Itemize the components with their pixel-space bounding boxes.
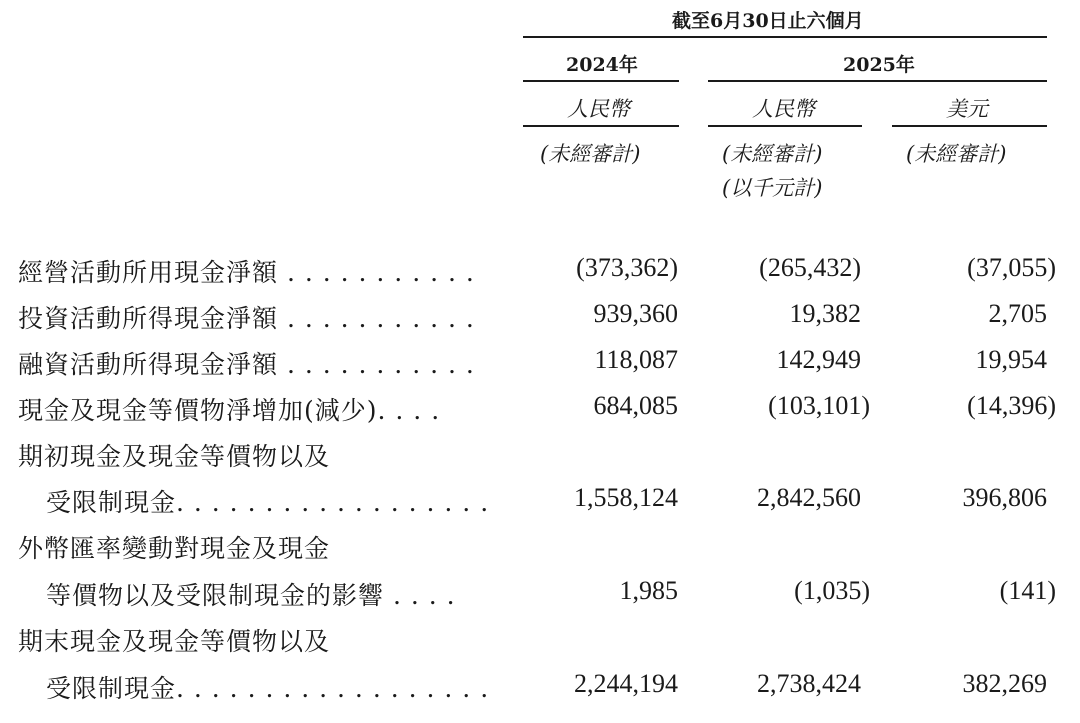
value-2025-rmb: (265,432) [759, 253, 861, 282]
value-2024: 2,244,194 [574, 669, 678, 698]
value-2025-usd: 396,806 [962, 483, 1047, 512]
row-label: 經營活動所用現金淨額 . . . . . . . . . . . [18, 258, 475, 287]
value-2025-rmb: 142,949 [776, 345, 861, 374]
row-label: 受限制現金. . . . . . . . . . . . . . . . . . [46, 488, 490, 517]
currency-rule-2 [708, 125, 862, 127]
value-2025-rmb: (1,035) [794, 576, 870, 605]
currency-rule-1 [523, 125, 679, 127]
year-2024-rule [523, 80, 679, 82]
currency-rmb-2025: 人民幣 [752, 97, 815, 121]
audit-note-2025-usd: (未經審計) [906, 142, 1007, 166]
value-2024: 118,087 [594, 345, 678, 374]
audit-note-2025-rmb: (未經審計) [722, 142, 823, 166]
row-label-line1: 期末現金及現金等價物以及 [18, 627, 331, 656]
value-2024: 1,985 [619, 576, 678, 605]
row-label: 受限制現金. . . . . . . . . . . . . . . . . . [46, 674, 490, 703]
value-2025-usd: (37,055) [967, 253, 1056, 282]
year-2025-rule [708, 80, 1047, 82]
currency-rule-3 [892, 125, 1047, 127]
row-label: 現金及現金等價物淨增加(減少). . . . [18, 396, 441, 425]
value-2025-usd: 2,705 [988, 299, 1047, 328]
row-label: 等價物以及受限制現金的影響 . . . . [46, 581, 456, 610]
row-label: 融資活動所得現金淨額 . . . . . . . . . . . [18, 350, 475, 379]
value-2025-rmb: (103,101) [768, 391, 870, 420]
currency-rmb-2024: 人民幣 [567, 97, 630, 121]
value-2024: 684,085 [593, 391, 678, 420]
row-label-line1: 外幣匯率變動對現金及現金 [18, 534, 331, 563]
value-2025-usd: 19,954 [975, 345, 1047, 374]
period-header: 截至6月30日止六個月 [672, 10, 864, 32]
value-2025-rmb: 2,842,560 [757, 483, 861, 512]
value-2024: 939,360 [593, 299, 678, 328]
unit-note: (以千元計) [722, 176, 823, 200]
period-rule [523, 36, 1047, 38]
value-2025-rmb: 2,738,424 [757, 669, 861, 698]
year-2024-header: 2024年 [566, 54, 638, 76]
value-2025-rmb: 19,382 [789, 299, 861, 328]
audit-note-2024: (未經審計) [540, 142, 641, 166]
currency-usd: 美元 [946, 97, 988, 121]
year-2025-header: 2025年 [843, 54, 915, 76]
row-label-line1: 期初現金及現金等價物以及 [18, 442, 331, 471]
value-2025-usd: 382,269 [962, 669, 1047, 698]
value-2025-usd: (141) [999, 576, 1056, 605]
value-2024: (373,362) [576, 253, 678, 282]
value-2025-usd: (14,396) [967, 391, 1056, 420]
row-label: 投資活動所得現金淨額 . . . . . . . . . . . [18, 304, 475, 333]
value-2024: 1,558,124 [574, 483, 678, 512]
